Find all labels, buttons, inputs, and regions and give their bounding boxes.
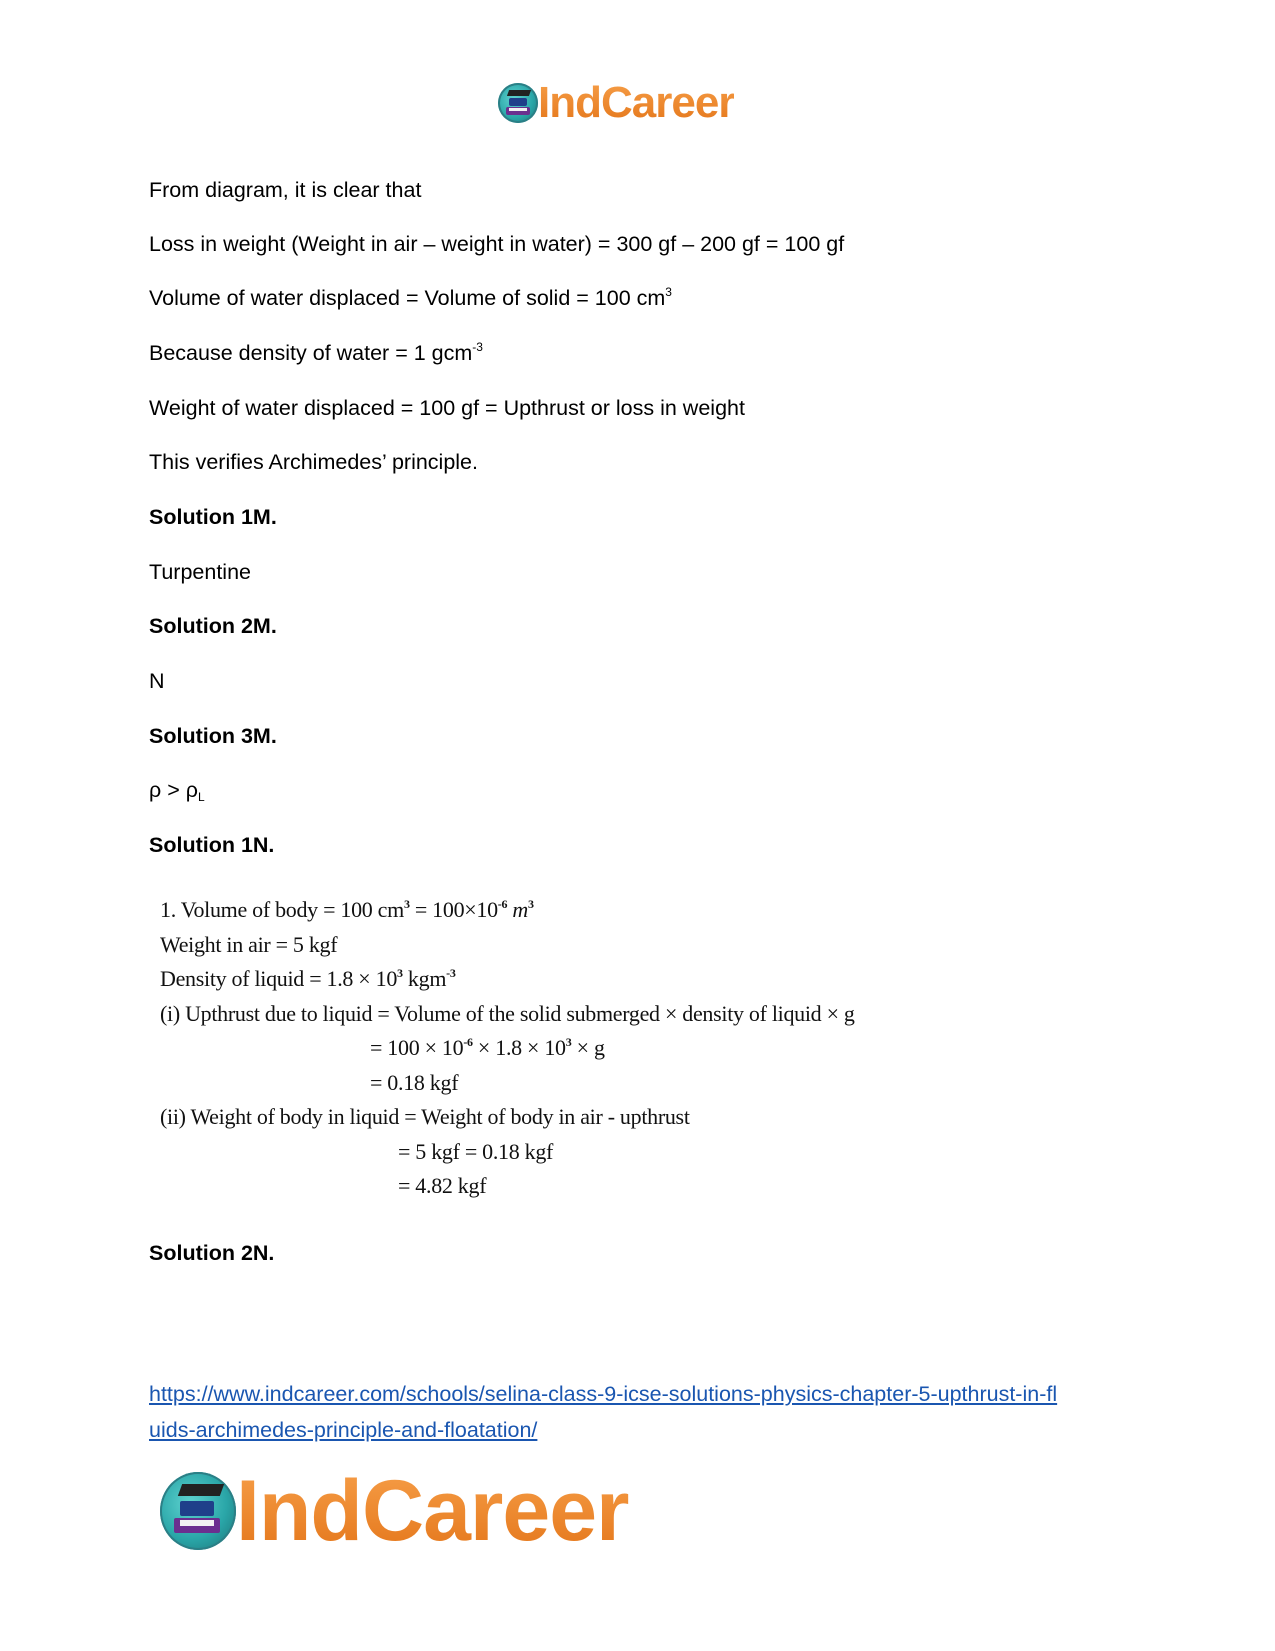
paragraph: Loss in weight (Weight in air – weight in water) = 300 gf – 200 gf = 100 gf	[149, 232, 845, 256]
math-row	[160, 893, 855, 928]
superscript: -3	[472, 340, 483, 354]
solution-answer-2m: N	[149, 669, 165, 693]
math-row: = 4.82 kgf	[398, 1173, 487, 1198]
logo-wordmark: IndCareer	[538, 78, 735, 127]
math-text: 1. Volume of body = 100 cm	[160, 897, 404, 922]
superscript: -3	[446, 966, 456, 980]
superscript: 3	[665, 285, 672, 299]
math-row: = 0.18 kgf	[370, 1069, 459, 1095]
math-text: = 100×10	[409, 897, 498, 922]
solution-heading-2m: Solution 2M.	[149, 614, 277, 638]
solution-answer-3m	[149, 777, 205, 803]
math-row	[160, 962, 855, 997]
math-row: = 5 kgf = 0.18 kgf	[398, 1138, 554, 1164]
footer-logo	[160, 1462, 629, 1559]
subscript: L	[197, 790, 205, 804]
superscript: 3	[565, 1035, 572, 1049]
solution-heading-1n: Solution 1N.	[149, 833, 275, 857]
superscript: 3	[528, 897, 534, 911]
paragraph: From diagram, it is clear that	[149, 178, 422, 202]
superscript: -6	[497, 897, 508, 911]
math-text: kgm	[402, 966, 447, 991]
paragraph	[149, 285, 672, 311]
superscript: 3	[403, 897, 410, 911]
math-text: m	[507, 897, 528, 922]
paragraph: This verifies Archimedes’ principle.	[149, 450, 478, 474]
math-text: = 100 × 10	[370, 1035, 464, 1060]
math-row: (i) Upthrust due to liquid = Volume of the solid submerged × density of liquid × g	[160, 1000, 855, 1026]
paragraph	[149, 340, 483, 366]
logo-graduation-cap-books-icon	[160, 1472, 236, 1550]
math-text: × 1.8 × 10	[472, 1035, 566, 1060]
solution-heading-1m: Solution 1M.	[149, 505, 277, 529]
paragraph-text: Volume of water displaced = Volume of solid = 100 cm	[149, 286, 666, 310]
math-row: (ii) Weight of body in liquid = Weight of body in air - upthrust	[160, 1104, 690, 1129]
math-text: Density of liquid = 1.8 × 10	[160, 966, 398, 991]
source-link-line-1[interactable]: https://www.indcareer.com/schools/selina-class-9-icse-solutions-physics-chapter-5-upthrust-in-fl	[149, 1382, 1058, 1406]
solution-heading-2n: Solution 2N.	[149, 1241, 275, 1265]
solution-answer-1m: Turpentine	[149, 560, 251, 584]
solution-1n-math-block	[160, 893, 855, 1204]
paragraph: Weight of water displaced = 100 gf = Upthrust or loss in weight	[149, 396, 745, 420]
solution-heading-3m: Solution 3M.	[149, 724, 277, 748]
source-link-line-2[interactable]: uids-archimedes-principle-and-floatation/	[149, 1418, 538, 1442]
superscript: 3	[397, 966, 403, 980]
math-row	[160, 1031, 855, 1066]
math-text: × g	[571, 1035, 605, 1060]
superscript: -6	[463, 1035, 473, 1049]
paragraph-text: Because density of water = 1 gcm	[149, 341, 473, 365]
header-logo	[498, 80, 734, 126]
logo-graduation-cap-books-icon	[498, 83, 538, 123]
answer-text: ρ > ρ	[149, 778, 198, 802]
math-row: Weight in air = 5 kgf	[160, 931, 338, 957]
logo-wordmark: IndCareer	[236, 1462, 629, 1559]
